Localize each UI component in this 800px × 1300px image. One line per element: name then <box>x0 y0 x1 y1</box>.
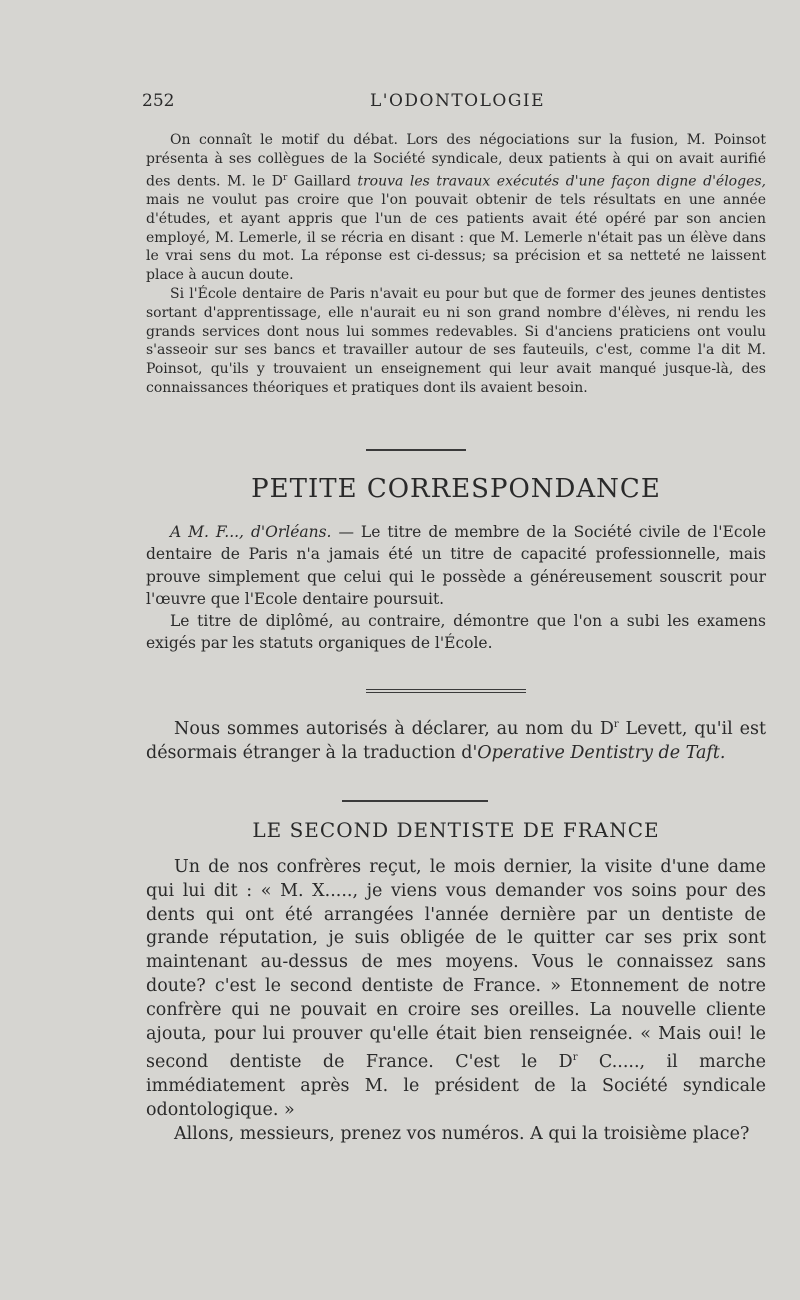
page-number: 252 <box>142 91 175 111</box>
second-dentiste-paragraph: Un de nos confrères reçut, le mois dernier, la visite d'une dame qui lui dit : « M. X....., je viens vous demander vos soins pour des dents qui ont été arrangées l'année dernière par un dentiste de grande réputation, je suis obligée de le quitter car ses prix sont maintenant au-dessus de mes moyens. Vous le connaissez sans doute? c'est le second dentiste de France. » Etonnement de notre confrère qui ne pouvait en croire ses oreilles. La nouvelle cliente ajouta, pour lui prouver qu'elle était bien renseignée. « Mais oui! le second dentiste de France. C'est le $D^r$ C....., il marche immédiatement après M. le président de la Société syndicale odontologique. » <box>146 857 766 1120</box>
correspondance-section <box>146 521 766 655</box>
article-continuation <box>146 131 766 398</box>
second-dentiste-paragraph: Allons, messieurs, prenez vos numéros. A qui la troisième place? <box>174 1123 750 1144</box>
correspondance-paragraph: A M. F..., d'Orléans. — Le titre de membre de la Société civile de l'Ecole dentaire de Paris n'a jamais été un titre de capacité professionnelle, mais prouve simplement que celui qui le possède a généreusement souscrit pour l'œuvre que l'Ecole dentaire poursuit. <box>146 523 766 608</box>
article-paragraph: On connaît le motif du débat. Lors des négociations sur la fusion, M. Poinsot présenta à ses collègues de la Société syndicale, deux patients à qui on avait aurifié des dents. M. le $D^r$ Gaillard trouva les travaux exécutés d'une façon digne d'éloges, mais ne voulut pas croire que l'on pouvait obtenir de tels résultats en une année d'études, et ayant appris que l'un de ces patients avait été opéré par son ancien employé, M. Lemerle, il se récria en disant : que M. Lemerle n'était pas un élève dans le vrai sens du mot. La réponse est ci-dessus; sa précision et sa netteté ne laissent place à aucun doute. <box>146 132 766 284</box>
section-heading-second-dentiste: LE SECOND DENTISTE DE FRANCE <box>252 818 660 842</box>
second-dentiste-section <box>146 856 766 1146</box>
running-title: L'ODONTOLOGIE <box>370 91 546 111</box>
notice-section <box>146 713 766 765</box>
article-paragraph: Si l'École dentaire de Paris n'avait eu pour but que de former des jeunes dentistes sortant d'apprentissage, elle n'aurait eu ni son grand nombre d'élèves, ni rendu les grands services dont nous lui sommes redevables. Si d'anciens praticiens ont voulu s'asseoir sur ses bancs et travailler autour de ses fauteuils, c'est, comme l'a dit M. Poinsot, qu'ils y trouvaient un enseignement qui leur avait manqué jusque-là, des connaissances théoriques et pratiques dont ils avaient besoin. <box>146 286 766 397</box>
addressee: A M. F..., d'Orléans. <box>170 523 332 541</box>
section-heading-petite-correspondance: PETITE CORRESPONDANCE <box>251 474 661 504</box>
section-divider <box>342 800 488 802</box>
section-divider <box>366 449 466 451</box>
running-head <box>0 91 800 115</box>
notice-paragraph: Nous sommes autorisés à déclarer, au nom du $D^r$ Levett, qu'il est désormais étranger à la traduction d'Operative Dentistry de Taft. <box>146 718 767 763</box>
section-divider <box>366 689 526 693</box>
correspondance-paragraph: Le titre de diplômé, au contraire, démontre que l'on a subi les examens exigés par les statuts organiques de l'École. <box>146 612 766 653</box>
